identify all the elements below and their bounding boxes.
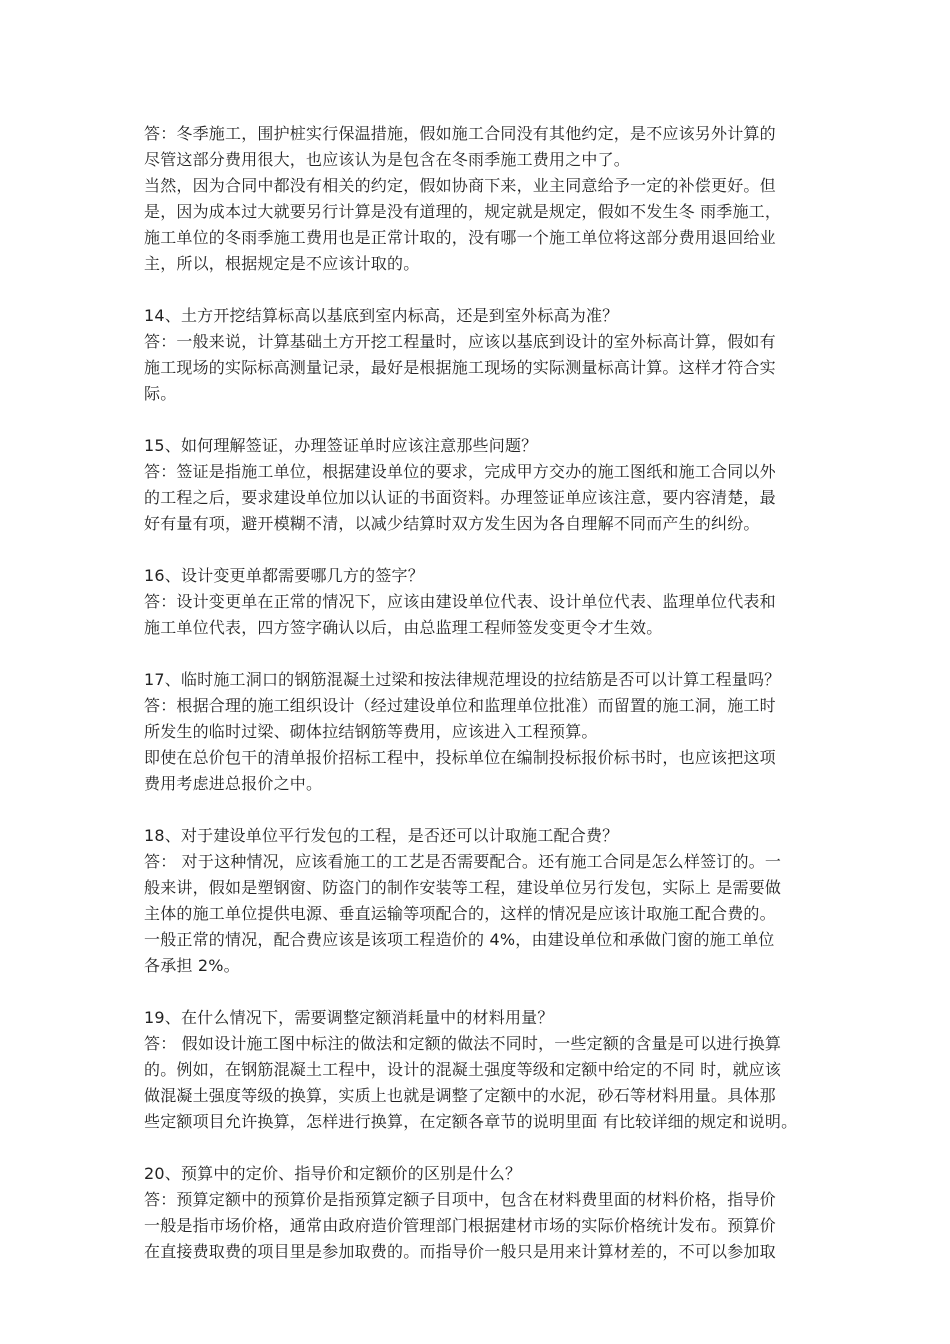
paragraph bbox=[144, 1161, 824, 1265]
text-line: 15、如何理解签证，办理签证单时应该注意那些问题？ bbox=[144, 436, 538, 455]
text-line: 17、临时施工洞口的钢筋混凝土过梁和按法律规范埋设的拉结筋是否可以计算工程量吗？ bbox=[144, 670, 781, 689]
paragraph-gap bbox=[144, 1135, 824, 1161]
text-line: 的工程之后，要求建设单位加以认证的书面资料。办理签证单应该注意，要内容清楚，最 bbox=[144, 488, 776, 507]
text-line: 答：冬季施工，围护桩实行保温措施，假如施工合同没有其他约定，是不应该另外计算的 bbox=[144, 124, 776, 143]
paragraph-gap bbox=[144, 537, 824, 563]
text-line: 一般正常的情况，配合费应该是该项工程造价的 4%，由建设单位和承做门窗的施工单位 bbox=[144, 930, 775, 949]
text-line: 答：签证是指施工单位，根据建设单位的要求，完成甲方交办的施工图纸和施工合同以外 bbox=[144, 462, 776, 481]
text-line: 费用考虑进总报价之中。 bbox=[144, 774, 323, 793]
text-line: 施工现场的实际标高测量记录，最好是根据施工现场的实际测量标高计算。这样才符合实 bbox=[144, 358, 776, 377]
text-line: 答：预算定额中的预算价是指预算定额子目项中，包含在材料费里面的材料价格，指导价 bbox=[144, 1190, 776, 1209]
text-line: 主体的施工单位提供电源、垂直运输等项配合的，这样的情况是应该计取施工配合费的。 bbox=[144, 904, 776, 923]
paragraph bbox=[144, 745, 824, 797]
text-line: 答：根据合理的施工组织设计（经过建设单位和监理单位批准）而留置的施工洞，施工时 bbox=[144, 696, 776, 715]
paragraph bbox=[144, 121, 824, 173]
paragraph bbox=[144, 563, 824, 641]
text-line: 的。例如，在钢筋混凝土工程中，设计的混凝土强度等级和定额中给定的不同 时，就应该 bbox=[144, 1060, 782, 1079]
text-line: 16、设计变更单都需要哪几方的签字？ bbox=[144, 566, 424, 585]
text-line: 即使在总价包干的清单报价招标工程中，投标单位在编制投标报价标书时，也应该把这项 bbox=[144, 748, 776, 767]
text-line: 主，所以，根据规定是不应该计取的。 bbox=[144, 254, 420, 273]
text-line: 际。 bbox=[144, 384, 177, 403]
text-line: 所发生的临时过梁、砌体拉结钢筋等费用，应该进入工程预算。 bbox=[144, 722, 598, 741]
text-line: 答： 假如设计施工图中标注的做法和定额的做法不同时，一些定额的含量是可以进行换算 bbox=[144, 1034, 782, 1053]
text-line: 20、预算中的定价、指导价和定额价的区别是什么？ bbox=[144, 1164, 522, 1183]
text-line: 答： 对于这种情况，应该看施工的工艺是否需要配合。还有施工合同是怎么样签订的。一 bbox=[144, 852, 782, 871]
text-line: 14、土方开挖结算标高以基底到室内标高，还是到室外标高为准？ bbox=[144, 306, 619, 325]
paragraph-gap bbox=[144, 641, 824, 667]
paragraph bbox=[144, 433, 824, 537]
text-line: 好有量有项，避开模糊不清，以减少结算时双方发生因为各自理解不同而产生的纠纷。 bbox=[144, 514, 760, 533]
text-line: 是，因为成本过大就要另行计算是没有道理的，规定就是规定，假如不发生冬 雨季施工， bbox=[144, 202, 782, 221]
paragraph-gap bbox=[144, 979, 824, 1005]
text-line: 在直接费取费的项目里是参加取费的。而指导价一般只是用来计算材差的，不可以参加取 bbox=[144, 1242, 776, 1261]
text-line: 一般是指市场价格，通常由政府造价管理部门根据建材市场的实际价格统计发布。预算价 bbox=[144, 1216, 776, 1235]
paragraph-gap bbox=[144, 797, 824, 823]
paragraph bbox=[144, 823, 824, 979]
paragraph bbox=[144, 667, 824, 745]
text-line: 施工单位的冬雨季施工费用也是正常计取的，没有哪一个施工单位将这部分费用退回给业 bbox=[144, 228, 776, 247]
text-line: 18、对于建设单位平行发包的工程，是否还可以计取施工配合费？ bbox=[144, 826, 619, 845]
text-line: 答：设计变更单在正常的情况下，应该由建设单位代表、设计单位代表、监理单位代表和 bbox=[144, 592, 776, 611]
paragraph bbox=[144, 1005, 824, 1135]
text-line: 答：一般来说，计算基础土方开挖工程量时，应该以基底到设计的室外标高计算，假如有 bbox=[144, 332, 776, 351]
paragraph-gap bbox=[144, 407, 824, 433]
text-line: 做混凝土强度等级的换算，实质上也就是调整了定额中的水泥，砂石等材料用量。具体那 bbox=[144, 1086, 776, 1105]
paragraph-gap bbox=[144, 277, 824, 303]
text-line: 尽管这部分费用很大，也应该认为是包含在冬雨季施工费用之中了。 bbox=[144, 150, 631, 169]
text-line: 施工单位代表，四方签字确认以后，由总监理工程师签发变更令才生效。 bbox=[144, 618, 663, 637]
text-line: 当然，因为合同中都没有相关的约定，假如协商下来，业主同意给予一定的补偿更好。但 bbox=[144, 176, 776, 195]
text-line: 些定额项目允许换算，怎样进行换算，在定额各章节的说明里面 有比较详细的规定和说明。 bbox=[144, 1112, 798, 1131]
text-line: 各承担 2%。 bbox=[144, 956, 240, 975]
text-line: 19、在什么情况下，需要调整定额消耗量中的材料用量？ bbox=[144, 1008, 554, 1027]
paragraph bbox=[144, 303, 824, 407]
paragraph bbox=[144, 173, 824, 277]
document-page bbox=[144, 121, 824, 1265]
text-line: 般来讲，假如是塑钢窗、防盗门的制作安装等工程，建设单位另行发包，实际上 是需要做 bbox=[144, 878, 782, 897]
